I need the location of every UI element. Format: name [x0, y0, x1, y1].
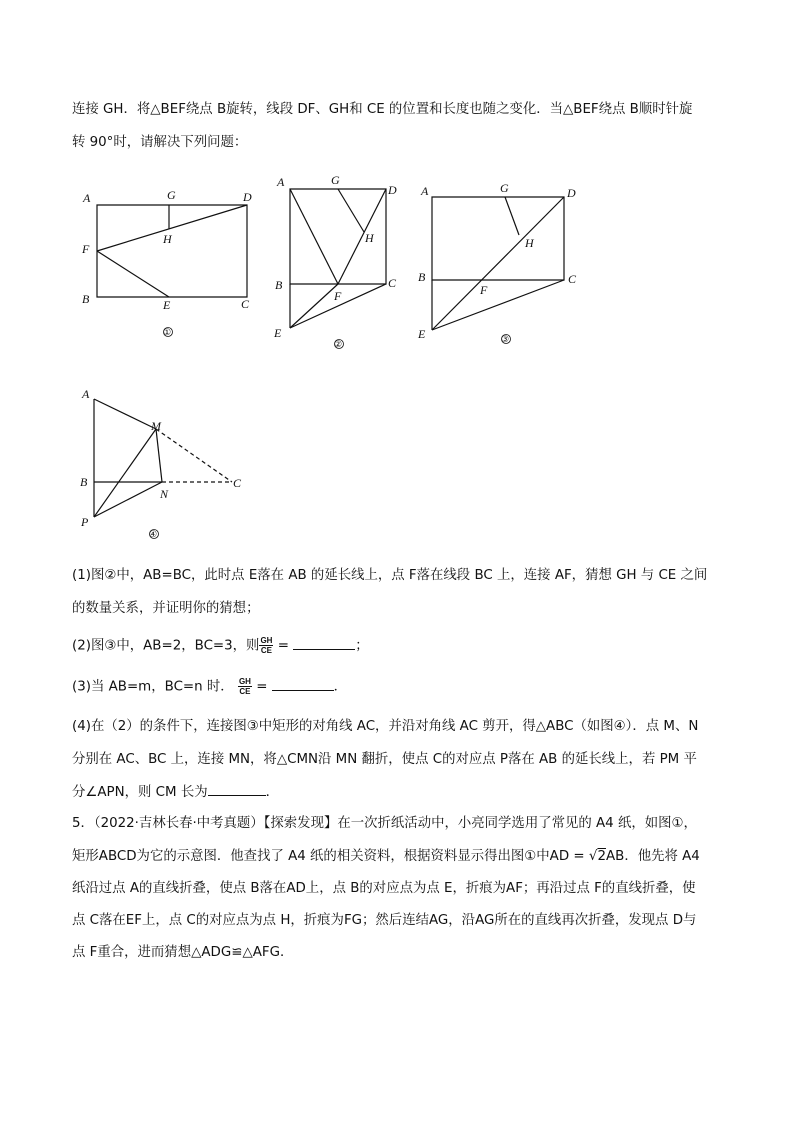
fig4-label-n: N: [160, 487, 169, 501]
question-3-text: (3)当 AB=m，BC=n 时．: [72, 679, 234, 695]
answer-blank-2[interactable]: [293, 637, 355, 650]
fig1-label-f: F: [82, 242, 90, 256]
problem-5-line-1: 5．（2022·吉林长春·中考真题）【探索发现】在一次折纸活动中，小亮同学选用了常见的 A4 纸，如图①，: [72, 816, 697, 831]
intro-line-2: 转 90°时，请解决下列问题：: [72, 135, 248, 150]
fig2-segment-af: [290, 189, 338, 284]
fig2-label-e: E: [274, 326, 282, 340]
question-4-line-2: 分别在 AC、BC 上，连接 MN，将△CMN沿 MN 翻折，使点 C的对应点 P落在 AB 的延长线上，若 PM 平: [72, 752, 697, 767]
fig4-segment-pn: [94, 482, 162, 517]
fig4-label-b: B: [80, 475, 88, 489]
problem-5-line-4: 点 C落在EF上，点 C的对应点为点 H，折痕为FG；然后连结AG，沿AG所在的直线再次折叠，发现点 D与: [72, 913, 697, 928]
question-4-text: 分∠APN，则 CM 长为: [72, 785, 208, 800]
fraction-gh-ce: [259, 636, 273, 655]
figure-3: [414, 180, 594, 350]
figure-1: [70, 185, 270, 345]
fig4-segment-mc: [156, 429, 232, 482]
sqrt-value: 2: [597, 849, 606, 864]
fig1-label-e: E: [163, 298, 171, 312]
fraction-numerator: GH: [260, 636, 273, 645]
fig2-caption: ②: [334, 339, 343, 349]
fig3-segment-ec: [432, 280, 564, 330]
fig2-label-a: A: [277, 175, 285, 189]
question-1-line-1: (1)图②中，AB=BC，此时点 E落在 AB 的延长线上，点 F落在线段 BC 上，连接 AF，猜想 GH 与 CE 之间: [72, 568, 708, 583]
fig3-segment-ed: [432, 197, 564, 330]
figure-2: [268, 172, 408, 357]
fig3-label-c: C: [568, 272, 577, 286]
fig1-label-b: B: [82, 292, 90, 306]
fig2-label-f: F: [334, 289, 342, 303]
question-2: (2)图③中，AB=2，BC=3，则 $\frac{GH}{CE}$ = ；: [72, 636, 369, 655]
fig2-segment-ef: [290, 284, 338, 328]
fraction-numerator-2: GH: [238, 677, 251, 686]
fig2-label-c: C: [388, 276, 397, 290]
fig1-segment-fd: [97, 205, 247, 251]
question-4-line-1: (4)在（2）的条件下，连接图③中矩形的对角线 AC，并沿对角线 AC 剪开，得△ABC（如图④）．点 M、N: [72, 719, 699, 734]
answer-blank-4[interactable]: [208, 783, 266, 796]
question-4-line-3: [72, 783, 732, 803]
fig1-label-g: G: [167, 188, 176, 202]
fig3-caption: ③: [501, 334, 510, 344]
fig2-label-b: B: [275, 278, 283, 292]
fraction-gh-ce-2: [238, 677, 252, 696]
fig4-label-p: P: [81, 515, 89, 529]
fig4-label-c: C: [233, 476, 242, 490]
fig4-segment-am: [94, 399, 156, 429]
fig1-caption: ①: [163, 327, 172, 337]
question-3-end: ．: [333, 679, 348, 695]
fig4-caption: ④: [149, 529, 158, 539]
fig1-label-c: C: [241, 297, 250, 311]
question-4-end: ．: [265, 785, 280, 800]
problem-5-line-2-text: 矩形ABCD为它的示意图．他查找了 A4 纸的相关资料，根据资料显示得出图①中AD =: [72, 849, 589, 864]
fig3-label-a: A: [421, 184, 429, 198]
question-2-text: (2)图③中，AB=2，BC=3，则: [72, 638, 260, 654]
fig4-label-a: A: [82, 387, 90, 401]
answer-blank-3[interactable]: [272, 678, 334, 691]
fraction-denominator: CE: [260, 646, 273, 655]
fig3-label-f: F: [480, 283, 488, 297]
fig4-segment-mn: [156, 429, 162, 482]
problem-5-line-5: 点 F重合，进而猜想△ADG≌△AFG．: [72, 945, 294, 960]
fig3-segment-gh: [505, 197, 519, 235]
fig4-segment-pm: [94, 429, 156, 517]
fig2-segment-gh: [338, 189, 364, 232]
fig2-label-d: D: [388, 183, 397, 197]
fig3-label-h: H: [525, 236, 534, 250]
fig1-segment-fe: [97, 251, 169, 297]
fraction-denominator-2: CE: [239, 687, 251, 696]
fig2-label-h: H: [365, 231, 374, 245]
question-1-line-2: 的数量关系，并证明你的猜想；: [72, 601, 260, 616]
question-3: (3)当 AB=m，BC=n 时． $\frac{GH}{CE}$ = ．: [72, 677, 348, 696]
intro-line-1: 连接 GH．将△BEF绕点 B旋转，线段 DF、GH和 CE 的位置和长度也随之变化．当△BEF绕点 B顺时针旋: [72, 102, 693, 117]
fig1-label-a: A: [83, 191, 91, 205]
fig4-label-m: M: [151, 419, 161, 433]
question-2-end: ；: [355, 638, 369, 654]
problem-5-line-2: 矩形ABCD为它的示意图．他查找了 A4 纸的相关资料，根据资料显示得出图①中AD = √2AB．他先将 A4: [72, 849, 700, 864]
fig3-label-b: B: [418, 270, 426, 284]
fig1-label-d: D: [243, 190, 252, 204]
figure-4: [72, 382, 262, 547]
problem-5-line-2-end: AB．他先将 A4: [605, 849, 700, 864]
problem-5-line-3: 纸沿过点 A的直线折叠，使点 B落在AD上，点 B的对应点为点 E，折痕为AF；再沿过点 F的直线折叠，使: [72, 881, 696, 896]
fig1-rectangle: [97, 205, 247, 297]
fig2-segment-fd: [338, 189, 386, 284]
fig3-label-g: G: [500, 181, 509, 195]
fig3-rectangle: [432, 197, 564, 280]
fig3-label-d: D: [567, 186, 576, 200]
fig2-label-g: G: [331, 173, 340, 187]
fig3-label-e: E: [418, 327, 426, 341]
fig1-label-h: H: [163, 232, 172, 246]
